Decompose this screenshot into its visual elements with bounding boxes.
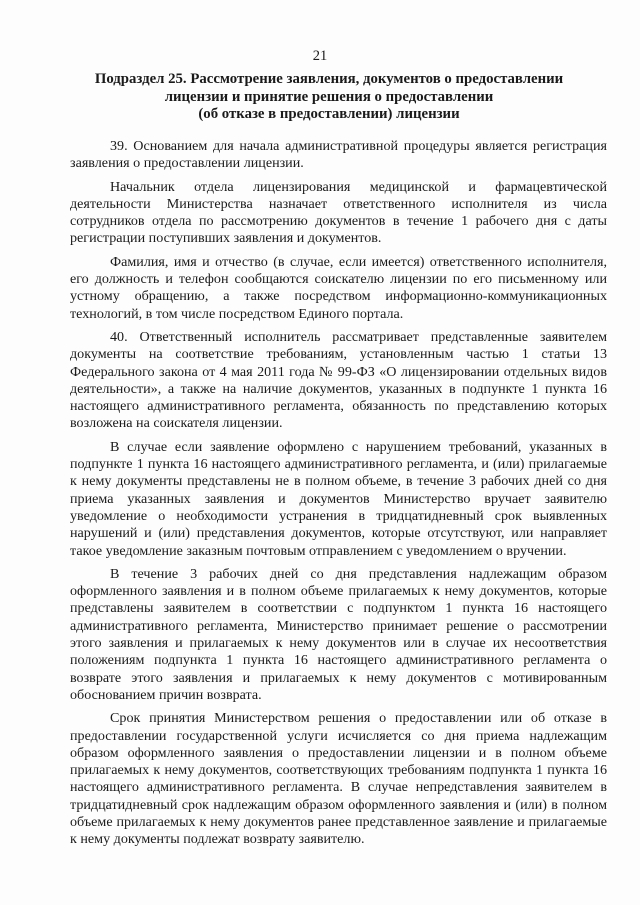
section-heading-line-3: (об отказе в предоставлении) лицензии: [198, 106, 460, 122]
document-body: [70, 138, 607, 855]
paragraph-executor-appointment: Начальник отдела лицензирования медицинской и фармацевтической деятельности Министерства назначает ответственного исполнителя из числа сотрудников отдела по рассмотрению документов в течение 1 рабочего дня с даты регистрации поступивших заявления и документов.: [70, 178, 607, 247]
paragraph-review-decision: В течение 3 рабочих дней со дня представления надлежащим образом оформленного заявления и в полном объеме прилагаемых к нему документов, которые представлены заявителем в соответствии с подпунктом 1 пункта 16 настоящего административного регламента, Министерство принимает решение о рассмотрении этого заявления и прилагаемых к нему документов или в случае их несоответствия положениям подпункта 1 пункта 16 настоящего административного регламента о возврате этого заявления и прилагаемых к нему документов с мотивированным обоснованием причин возврата.: [70, 565, 607, 703]
paragraph-executor-info: Фамилия, имя и отчество (в случае, если имеется) ответственного исполнителя, его должность и телефон сообщаются соискателю лицензии по его письменному или устному обращению, а также посредством информационно-коммуникационных технологий, в том числе посредством Единого портала.: [70, 253, 607, 322]
paragraph-39: 39. Основанием для начала административной процедуры является регистрация заявления о предоставлении лицензии.: [70, 138, 607, 172]
section-heading-line-2: лицензии и принятие решения о предоставлении: [164, 88, 494, 105]
section-heading-line-1: Подраздел 25. Рассмотрение заявления, документов о предоставлении: [94, 71, 564, 87]
paragraph-40: 40. Ответственный исполнитель рассматривает представленные заявителем документы на соответствие требованиям, установленным частью 1 статьи 13 Федерального закона от 4 мая 2011 года № 99-ФЗ «О лицензировании отдельных видов деятельности», а также на наличие документов, указанных в подпункте 1 пункта 16 настоящего административного регламента, обязанность по представлению которых возложена на соискателя лицензии.: [70, 328, 607, 432]
paragraph-violation-notice: В случае если заявление оформлено с нарушением требований, указанных в подпункте 1 пункта 16 настоящего административного регламента, и (или) прилагаемые к нему документы представлены не в полном объеме, в течение 3 рабочих дней со дня приема указанных заявления и документов Министерство вручает заявителю уведомление о необходимости устранения в тридцатидневный срок выявленных нарушений и (или) представления документов, которые отсутствуют, или направляет такое уведомление заказным почтовым отправлением с уведомлением о вручении.: [70, 438, 607, 559]
page-number: 21: [312, 48, 328, 64]
paragraph-decision-term: Срок принятия Министерством решения о предоставлении или об отказе в предоставлении государственной услуги исчисляется со дня приема надлежащим образом оформленного заявления о предоставлении лицензии и в полном объеме прилагаемых к нему документов, соответствующих требованиям подпункта 1 пункта 16 настоящего административного регламента. В случае непредставления заявителем в тридцатидневный срок надлежащим образом оформленного заявления и (или) в полном объеме прилагаемых к нему документов ранее представленное заявление и прилагаемые к нему документы подлежат возврату заявителю.: [70, 710, 607, 848]
section-heading: [60, 71, 598, 124]
